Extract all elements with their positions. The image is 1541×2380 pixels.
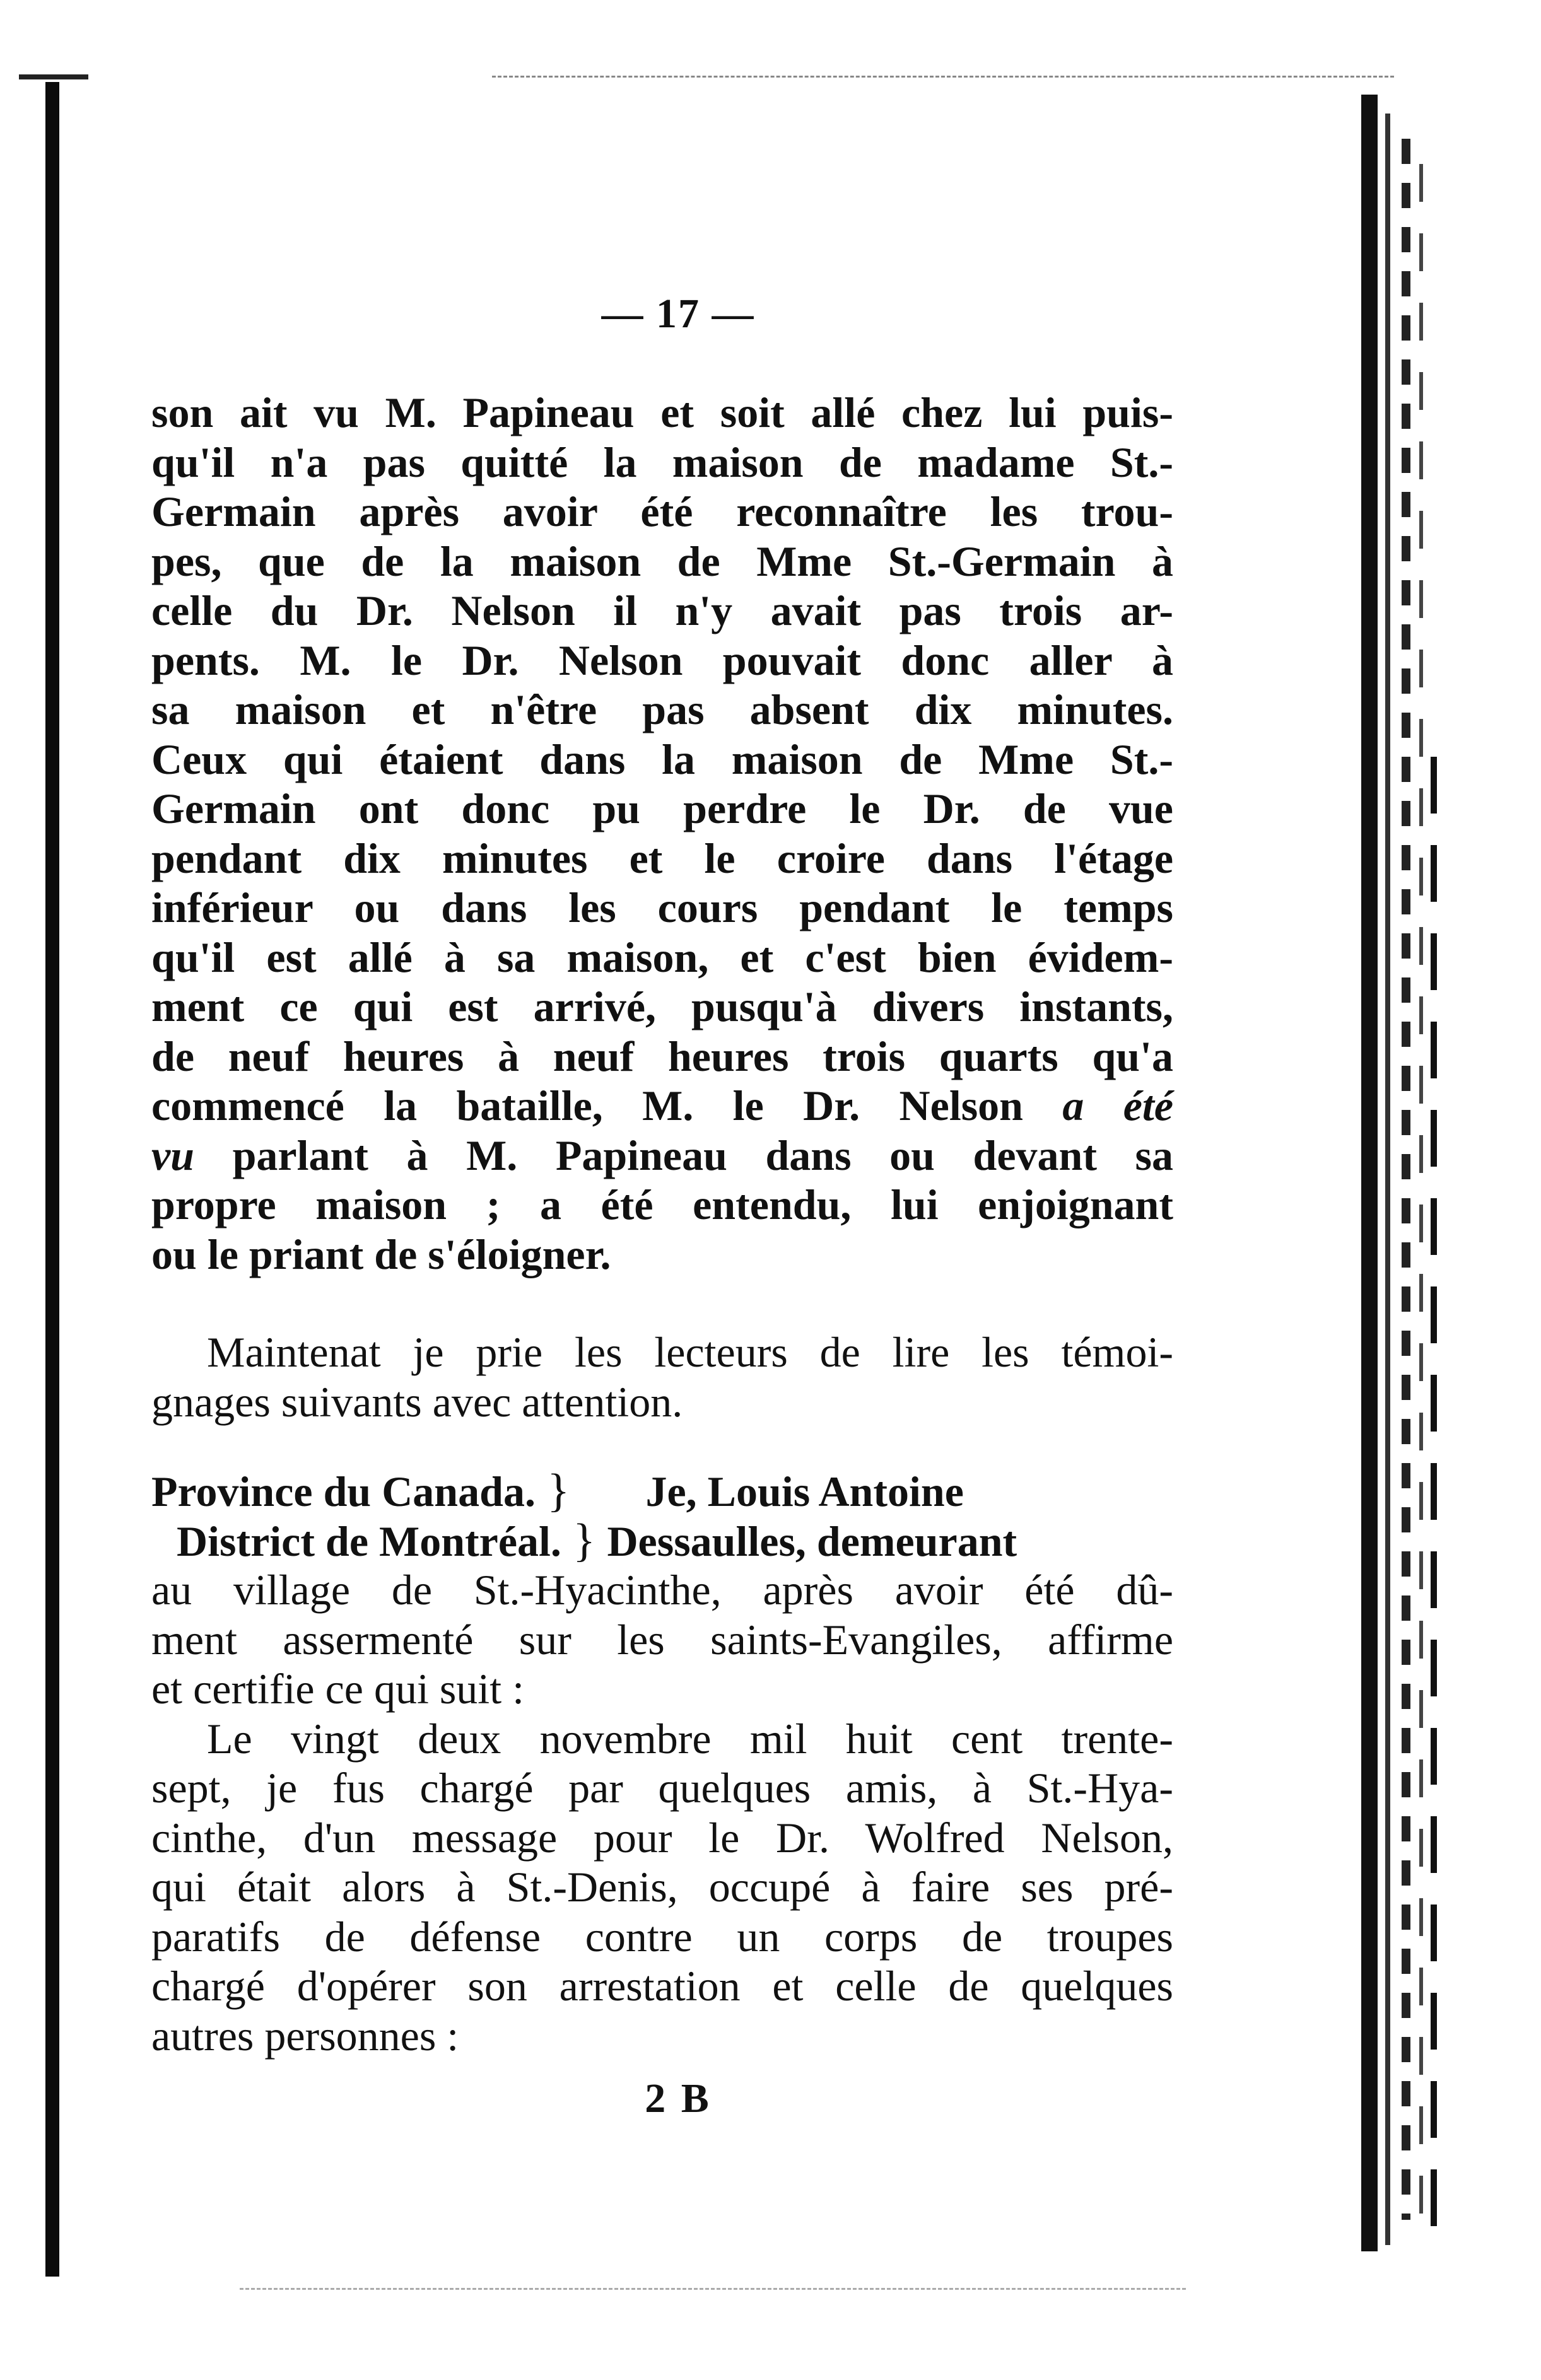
scan-binding-edge — [45, 82, 59, 2277]
text-line: ment ce qui est arrivé, pusqu'à divers instants, — [151, 983, 1173, 1030]
line-text: parlant à M. Papineau dans ou devant sa — [232, 1131, 1174, 1179]
scan-top-rule — [19, 74, 88, 79]
text-line-with-italic — [151, 1131, 1173, 1181]
text-line: qu'il n'a pas quitté la maison de madame St.- — [151, 438, 1173, 486]
brace-icon: } — [535, 1465, 582, 1517]
text-line: Le vingt deux novembre mil huit cent trente- — [207, 1714, 1173, 1763]
italic-text: vu — [151, 1131, 194, 1179]
province-label: Province du Canada. — [151, 1467, 536, 1515]
text-line: au village de St.-Hyacinthe, après avoir été dû- — [151, 1566, 1173, 1614]
text-line: gnages suivants avec attention. — [151, 1377, 683, 1426]
text-line: pes, que de la maison de Mme St.-Germain à — [151, 537, 1173, 585]
text-line: de neuf heures à neuf heures trois quarts qu'a — [151, 1032, 1173, 1080]
page-number: — 17 — — [601, 291, 755, 337]
text-line: Ceux qui étaient dans la maison de Mme St.- — [151, 735, 1173, 783]
scan-right-edge — [1431, 757, 1437, 2258]
text-line: Germain ont donc pu perdre le Dr. de vue — [151, 785, 1173, 832]
scan-right-edge — [1402, 139, 1410, 2220]
scan-right-edge — [1361, 95, 1378, 2251]
text-line: son ait vu M. Papineau et soit allé chez lui puis- — [151, 388, 1173, 436]
line-text: commencé la bataille, M. le Dr. Nelson — [151, 1082, 1023, 1129]
paragraph-2 — [151, 1327, 1173, 1426]
text-line: sa maison et n'être pas absent dix minutes. — [151, 685, 1173, 733]
text-line: pendant dix minutes et le croire dans l'étage — [151, 834, 1173, 882]
text-line: chargé d'opérer son arrestation et celle de quelques — [151, 1962, 1173, 2010]
text-line: paratifs de défense contre un corps de troupes — [151, 1912, 1173, 1961]
brace-icon: } — [561, 1514, 607, 1566]
text-line: ou le priant de s'éloigner. — [151, 1230, 611, 1278]
text-line: inférieur ou dans les cours pendant le temps — [151, 884, 1173, 931]
paragraph-1 — [151, 388, 1173, 1279]
text-line: Maintenat je prie les lecteurs de lire les témoi- — [207, 1328, 1173, 1376]
scan-right-edge — [1419, 164, 1423, 2232]
district-label: District de Montréal. — [177, 1517, 561, 1565]
text-line: cinthe, d'un message pour le Dr. Wolfred Nelson, — [151, 1813, 1173, 1862]
text-line: qu'il est allé à sa maison, et c'est bien évidem- — [151, 933, 1173, 981]
text-line: autres personnes : — [151, 2011, 459, 2060]
scan-top-edge — [492, 76, 1394, 78]
affiant-name: Je, Louis Antoine — [645, 1467, 964, 1515]
text-line: sept, je fus chargé par quelques amis, à St.-Hya- — [151, 1764, 1173, 1812]
scan-bottom-edge — [240, 2288, 1186, 2290]
text-line: ment assermenté sur les saints-Evangiles, affirme — [151, 1615, 1173, 1664]
affidavit-header-line — [151, 1516, 1173, 1566]
affidavit — [151, 1466, 1173, 2060]
affidavit-header-line — [151, 1466, 1173, 1516]
text-line: Germain après avoir été reconnaître les trou- — [151, 487, 1173, 535]
text-line: propre maison ; a été entendu, lui enjoignant — [151, 1181, 1173, 1228]
italic-text: a été — [1062, 1082, 1173, 1129]
affiant-name-cont: Dessaulles, demeurant — [607, 1517, 1017, 1565]
printer-signature-mark: 2 B — [645, 2075, 712, 2121]
scan-right-edge — [1385, 114, 1390, 2245]
text-line: pents. M. le Dr. Nelson pouvait donc aller à — [151, 636, 1173, 684]
text-line-with-italic — [151, 1081, 1173, 1131]
text-line: et certifie ce qui suit : — [151, 1665, 524, 1713]
text-line: qui était alors à St.-Denis, occupé à faire ses pré- — [151, 1863, 1173, 1911]
text-line: celle du Dr. Nelson il n'y avait pas trois ar- — [151, 586, 1173, 634]
